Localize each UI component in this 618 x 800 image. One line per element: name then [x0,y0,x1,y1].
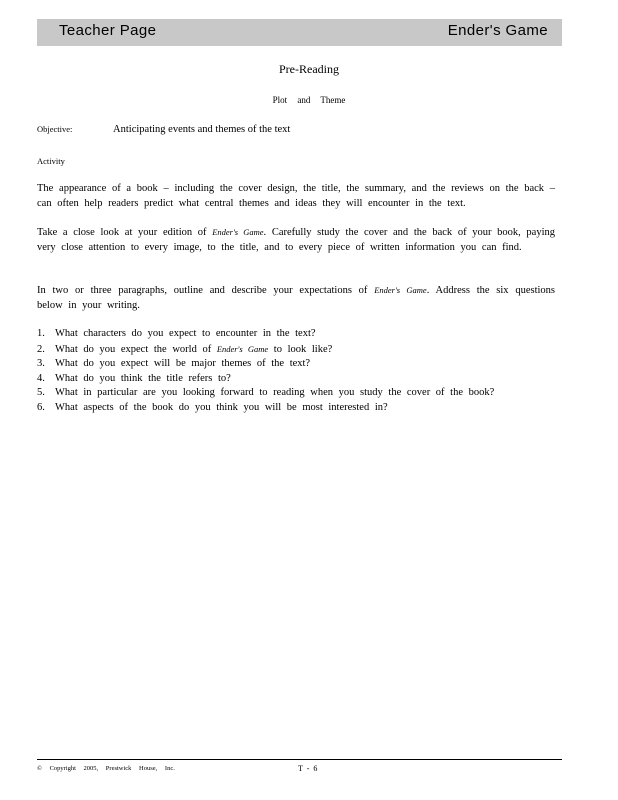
page-number: T - 6 [298,764,318,773]
paragraph-3-after: . Address the six questions below in your writing. [37,285,555,311]
list-number: 3. [37,358,45,369]
header-left-title: Teacher Page [59,22,157,39]
paragraph-3-before: In two or three paragraphs, outline and describe your expectations of [37,285,375,296]
paragraph-1: The appearance of a book – including the cover design, the title, the summary, and the reviews on the back – can often help readers predict what central themes and ideas they will encounter in the text. [37,183,555,209]
list-text: What do you think the title refers to? [55,372,231,384]
activity-label: Activity [37,156,65,166]
list-item [37,357,555,372]
list-text: What in particular are you looking forward to reading when you study the cover of the book? [55,387,495,398]
list-number: 4. [37,372,45,384]
header-right-title: Ender's Game [447,22,548,39]
list-number: 6. [37,401,45,413]
footer-divider [37,759,562,760]
list-text: What do you expect the world of [55,343,217,355]
objective-line [37,122,555,138]
book-title: Ender's Game [374,285,427,295]
paragraph-2-before: Take a close look at your edition of [37,227,213,238]
book-title: Ender's Game [216,343,269,354]
list-text: to look like? [268,343,333,355]
copyright-notice: © Copyright 2005, Prestwick House, Inc. [37,765,175,772]
paragraph-3 [37,283,555,313]
paragraph-2 [37,225,555,255]
objective-label: Objective: [37,124,73,134]
list-text: What aspects of the book do you think you will be most interested in? [55,401,388,413]
list-number: 1. [37,328,45,339]
section-title: Pre-Reading [279,62,339,76]
objective-text: Anticipating events and themes of the text [113,124,291,135]
paragraph-2-after: . Carefully study the cover and the back of your book, paying very close attention to every image, to the title, and to every piece of written information you can find. [37,227,555,253]
section-subtitle: Plot and Theme [272,95,346,105]
list-item [37,386,555,401]
list-item [37,401,555,416]
list-item [37,342,555,358]
list-text: What characters do you expect to encounter in the text? [55,328,316,339]
book-title: Ender's Game [212,227,264,237]
page-header-bar [37,19,562,46]
list-number: 5. [37,387,45,398]
list-item [37,372,555,387]
question-list [37,327,555,415]
list-number: 2. [37,343,45,355]
list-item [37,327,555,342]
list-text: What do you expect will be major themes of the text? [55,358,311,369]
